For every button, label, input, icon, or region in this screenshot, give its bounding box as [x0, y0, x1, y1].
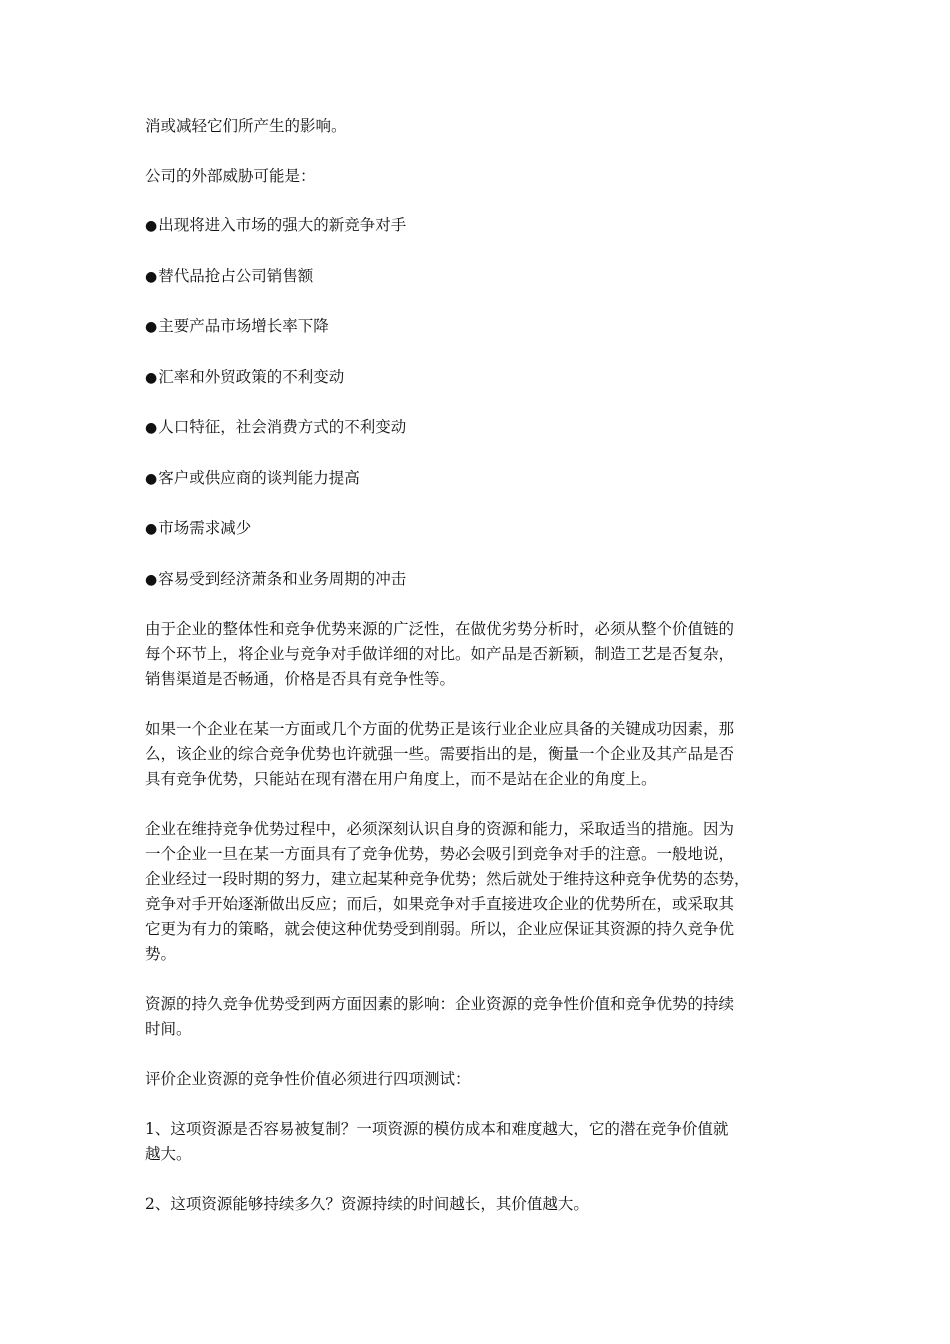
text-line: 时间。 — [145, 1020, 192, 1038]
bullet-icon: ● — [145, 571, 158, 588]
bullet-icon: ● — [145, 268, 158, 285]
bullet-icon: ● — [145, 218, 158, 234]
text-line: 资源的持久竞争优势受到两方面因素的影响：企业资源的竞争性价值和竞争优势的持续 — [145, 995, 735, 1013]
text-line: 它更为有力的策略，就会使这种优势受到削弱。所以，企业应保证其资源的持久竞争优 — [145, 920, 735, 938]
threat-item-text: 汇率和外贸政策的不利变动 — [158, 367, 345, 386]
threat-item — [145, 365, 810, 391]
text-line: 销售渠道是否畅通，价格是否具有竞争性等。 — [145, 670, 456, 688]
text-line: 具有竞争优势，只能站在现有潜在用户角度上，而不是站在企业的角度上。 — [145, 770, 657, 788]
intro-tail-text: 消或减轻它们所产生的影响。 — [145, 117, 347, 135]
test-item-2: 2、这项资源能够持续多久？资源持续的时间越长，其价值越大。 — [145, 1194, 589, 1213]
tests-heading: 评价企业资源的竞争性价值必须进行四项测试： — [145, 1070, 471, 1088]
threat-item-text: 容易受到经济萧条和业务周期的冲击 — [158, 569, 407, 588]
bullet-icon: ● — [145, 521, 158, 537]
text-line: 企业经过一段时期的努力，建立起某种竞争优势；然后就处于维持这种竞争优势的态势， — [145, 870, 750, 888]
threat-item — [145, 567, 810, 593]
threat-item-text: 主要产品市场增长率下降 — [158, 317, 329, 335]
threat-item — [145, 516, 810, 542]
threat-item — [145, 314, 810, 340]
threat-item — [145, 466, 810, 492]
threat-item-text: 市场需求减少 — [158, 519, 252, 537]
threat-item — [145, 415, 810, 441]
paragraph-value-chain — [145, 617, 810, 692]
threat-item-text: 客户或供应商的谈判能力提高 — [158, 468, 360, 487]
text-line: 竞争对手开始逐渐做出反应；而后，如果竞争对手直接进攻企业的优势所在，或采取其 — [145, 895, 735, 913]
paragraph-maintain-advantage — [145, 817, 810, 967]
paragraph-sustained-advantage — [145, 992, 810, 1042]
paragraph-key-factors — [145, 717, 810, 792]
bullet-icon: ● — [145, 319, 158, 335]
threat-item-text: 人口特征，社会消费方式的不利变动 — [158, 418, 407, 436]
threat-item — [145, 264, 810, 290]
test-item-1 — [145, 1117, 810, 1167]
bullet-icon: ● — [145, 420, 158, 436]
bullet-icon: ● — [145, 470, 158, 487]
text-line: 由于企业的整体性和竞争优势来源的广泛性，在做优劣势分析时，必须从整个价值链的 — [145, 620, 735, 638]
text-line: 1、这项资源是否容易被复制？一项资源的模仿成本和难度越大，它的潜在竞争价值就 — [145, 1119, 729, 1138]
text-line: 每个环节上，将企业与竞争对手做详细的对比。如产品是否新颖，制造工艺是否复杂， — [145, 645, 735, 663]
bullet-icon: ● — [145, 369, 158, 386]
threat-item — [145, 213, 810, 239]
text-line: 越大。 — [145, 1144, 192, 1163]
text-line: 势。 — [145, 945, 177, 963]
threat-item-text: 出现将进入市场的强大的新竞争对手 — [158, 216, 407, 234]
threat-item-text: 替代品抢占公司销售额 — [158, 266, 314, 285]
text-line: 如果一个企业在某一方面或几个方面的优势正是该行业企业应具备的关键成功因素，那 — [145, 720, 735, 738]
threats-heading: 公司的外部威胁可能是： — [145, 166, 316, 185]
document-page — [145, 114, 810, 1241]
text-line: 企业在维持竞争优势过程中，必须深刻认识自身的资源和能力，采取适当的措施。因为 — [145, 820, 735, 838]
text-line: 一个企业一旦在某一方面具有了竞争优势，势必会吸引到竞争对手的注意。一般地说， — [145, 845, 735, 863]
text-line: 么，该企业的综合竞争优势也许就强一些。需要指出的是，衡量一个企业及其产品是否 — [145, 745, 735, 763]
